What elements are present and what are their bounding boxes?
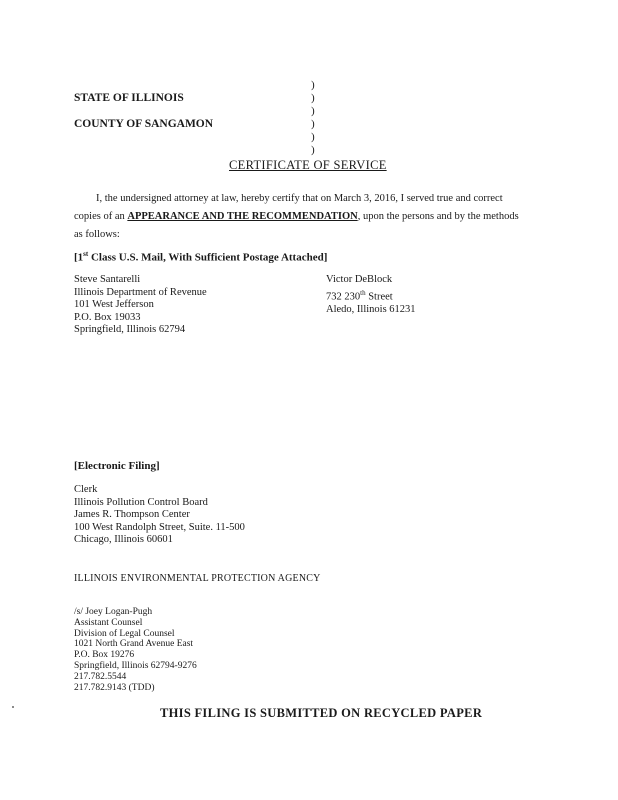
address-line: Chicago, Illinois 60601 [74,534,173,545]
signature-line: 1021 North Grand Avenue East [74,639,194,650]
address-line: 100 West Randolph Street, Suite. 11-500 [74,521,245,533]
caption-state: STATE OF ILLINOIS [74,92,184,104]
body-line-2-start: copies of an [74,211,128,222]
body-line-2-end: , upon the persons and by the methods [357,211,519,222]
address-line: Clerk [74,484,98,495]
signature-line: 217.782.5544 [74,671,127,682]
body-line-3: as follows: [74,229,120,240]
street-sup: th [360,288,366,297]
body-line-1: I, the undersigned attorney at law, hereby certify that on March 3, 2016, I served true and correct [96,193,503,204]
caption-paren: ) [311,92,315,104]
mail-heading-open: [1 [74,251,84,264]
address-line: Illinois Pollution Control Board [74,496,208,508]
caption-paren: ) [311,131,315,143]
agency-name: ILLINOIS ENVIRONMENTAL PROTECTION AGENCY [74,573,321,584]
recipient-address-left [74,274,207,337]
caption-paren: ) [311,79,315,91]
signature-line: /s/ Joey Logan-Pugh [74,607,153,617]
address-line: P.O. Box 19033 [74,311,141,323]
recycled-paper-footer: THIS FILING IS SUBMITTED ON RECYCLED PAPER [160,706,483,720]
document-name-emphasis: APPEARANCE AND THE RECOMMENDATION [127,211,358,222]
caption-paren: ) [311,144,315,156]
signature-line: 217.782.9143 (TDD) [74,682,155,693]
efile-section-heading: [Electronic Filing] [74,460,160,472]
address-line [326,287,416,304]
address-line: Illinois Department of Revenue [74,286,207,298]
signature-line: Division of Legal Counsel [74,628,175,639]
address-line: Victor DeBlock [326,274,393,285]
body-line-2 [74,211,519,222]
signature-line: Springfield, Illinois 62794-9276 [74,660,197,671]
address-line: Aledo, Illinois 61231 [326,303,416,315]
address-line: Steve Santarelli [74,274,141,285]
recipient-address-right [326,274,416,316]
caption-county: COUNTY OF SANGAMON [74,118,214,130]
street-name: Street [365,291,393,302]
mail-section-heading [74,250,327,264]
address-line: 101 West Jefferson [74,299,154,310]
signature-block [74,607,197,693]
caption-paren: ) [311,105,315,117]
caption-paren: ) [311,118,315,130]
mail-heading-rest: Class U.S. Mail, With Sufficient Postage Attached] [88,251,328,264]
document-title: CERTIFICATE OF SERVICE [229,158,387,172]
address-line: James R. Thompson Center [74,509,190,520]
address-line: Springfield, Illinois 62794 [74,324,186,335]
signature-line: Assistant Counsel [74,617,143,628]
efile-recipient-address [74,484,245,547]
signature-line: P.O. Box 19276 [74,650,135,661]
mail-heading-sup: st [83,250,89,258]
street-number: 732 230 [326,291,361,302]
scan-speck [12,706,14,708]
